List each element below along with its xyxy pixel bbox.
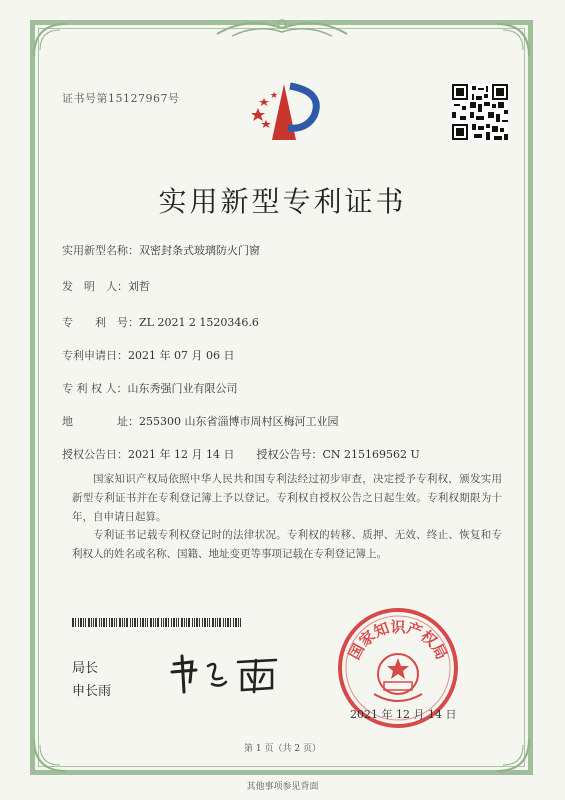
certificate-number: 证书号第15127967号 bbox=[62, 92, 180, 105]
field-application-date bbox=[62, 347, 234, 363]
field-address bbox=[62, 413, 339, 429]
field-patentee bbox=[62, 380, 238, 396]
field-label: 授权公告日： bbox=[62, 448, 128, 461]
cnipa-logo-icon bbox=[244, 78, 326, 148]
field-label: 专 利 号： bbox=[62, 316, 139, 329]
corner-ornament-top-right bbox=[493, 20, 533, 60]
corner-ornament-top-left bbox=[30, 20, 70, 60]
barcode-icon bbox=[72, 618, 242, 627]
paragraph-text: 国家知识产权局依照中华人民共和国专利法经过初步审查，决定授予专利权，颁发实用新型专利证书并在专利登记簿上予以登记。专利权自授权公告之日起生效。专利权期限为十年，自申请日起算。 bbox=[72, 473, 502, 523]
seal-date: 2021 年 12 月 14 日 bbox=[350, 708, 457, 721]
field-label: 地 址： bbox=[62, 415, 139, 428]
field-value: 2021 年 12 月 14 日 授权公告号：CN 215169562 U bbox=[128, 448, 420, 461]
field-value: 山东秀强门业有限公司 bbox=[127, 382, 238, 395]
field-label: 专 利 权 人： bbox=[62, 382, 128, 395]
signature-icon bbox=[168, 652, 288, 696]
top-ornament bbox=[212, 14, 352, 40]
page-number: 第 1 页（共 2 页） bbox=[244, 744, 321, 754]
signature-name: 申长雨 bbox=[72, 684, 112, 699]
field-value: 双密封条式玻璃防火门窗 bbox=[139, 244, 260, 257]
field-utility-model-name bbox=[62, 242, 260, 258]
field-patent-number bbox=[62, 314, 259, 330]
signature-title: 局长 bbox=[72, 661, 99, 676]
field-label: 实用新型名称： bbox=[62, 244, 139, 257]
paragraph-text: 专利证书记载专利权登记时的法律状况。专利权的转移、质押、无效、终止、恢复和专利权人的姓名或名称、国籍、地址变更等事项记载在专利登记簿上。 bbox=[72, 529, 502, 560]
legal-notice-paragraph-1 bbox=[72, 470, 502, 527]
field-grant-date bbox=[62, 446, 420, 462]
certificate-title: 实用新型专利证书 bbox=[158, 185, 407, 218]
qr-code-icon bbox=[452, 84, 508, 140]
field-value: 255300 山东省淄博市周村区梅河工业园 bbox=[139, 415, 339, 428]
seal-text: 国家知识产权局 bbox=[345, 618, 451, 663]
field-inventor bbox=[62, 278, 150, 294]
footer-note: 其他事项参见背面 bbox=[246, 782, 319, 792]
field-label: 专利申请日： bbox=[62, 349, 128, 362]
legal-notice-paragraph-2 bbox=[72, 526, 502, 564]
field-label: 发 明 人： bbox=[62, 280, 128, 293]
field-value: 2021 年 07 月 06 日 bbox=[128, 349, 235, 362]
field-value: ZL 2021 2 1520346.6 bbox=[139, 316, 259, 329]
field-value: 刘哲 bbox=[128, 280, 150, 293]
